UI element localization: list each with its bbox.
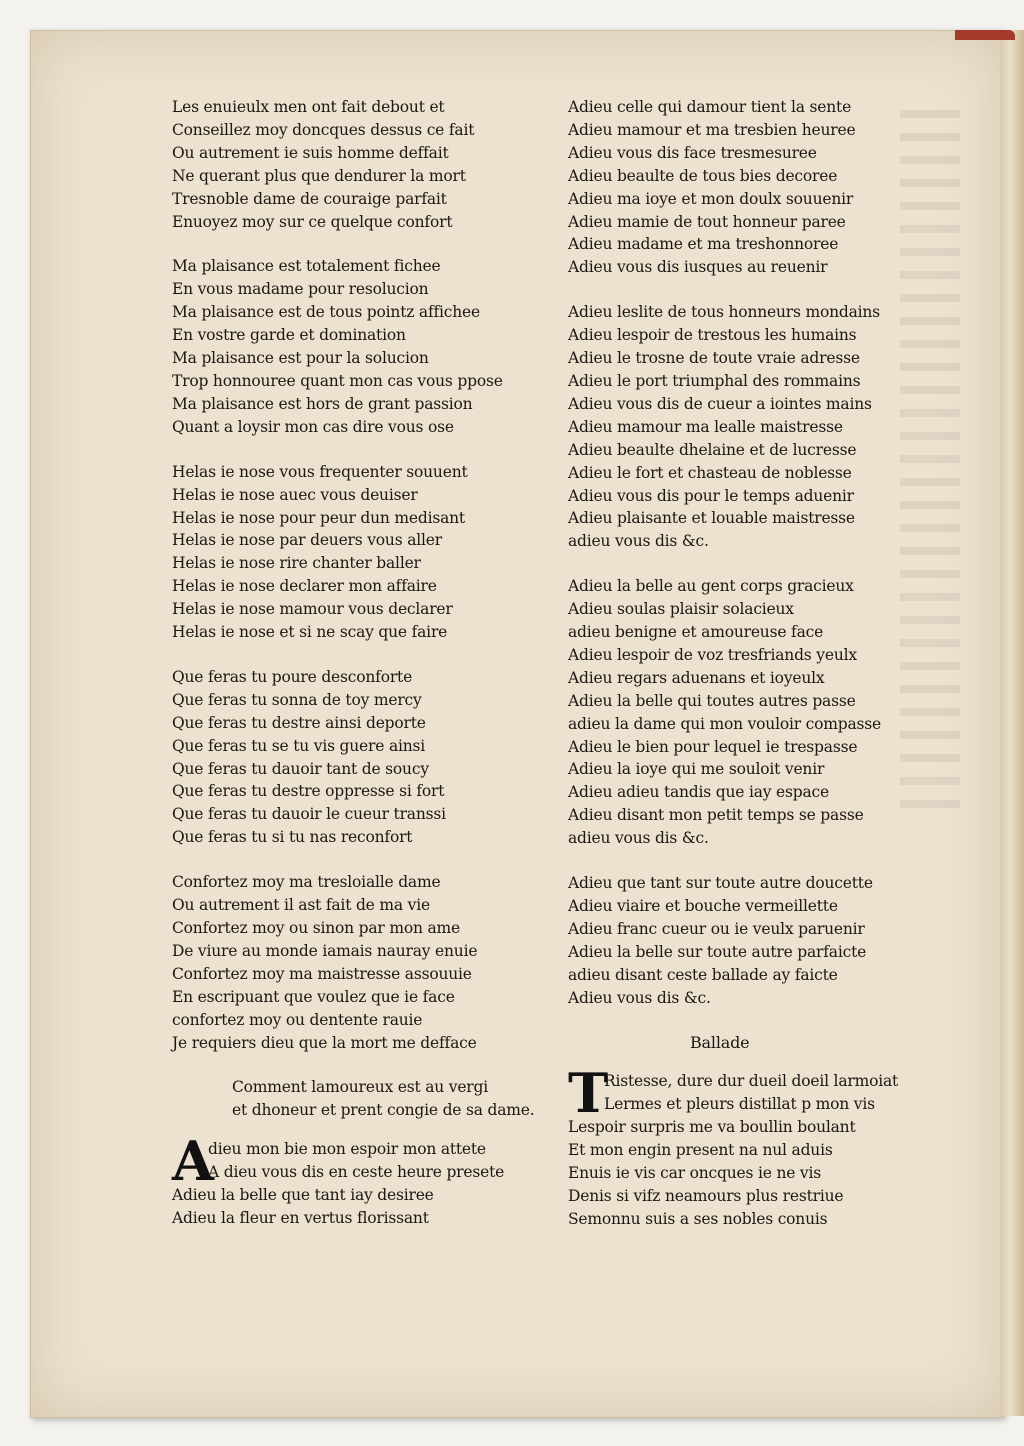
verse-line: Et mon engin present na nul aduis: [568, 1141, 833, 1160]
verse-line: Que feras tu poure desconforte: [172, 667, 413, 686]
verse-line: adieu benigne et amoureuse face: [568, 623, 824, 642]
verse-line: adieu disant ceste ballade ay faicte: [568, 965, 838, 984]
verse-line: Adieu que tant sur toute autre doucette: [568, 874, 873, 893]
verse-line: Helas ie nose vous frequenter souuent: [172, 462, 468, 481]
verse-line: Helas ie nose declarer mon affaire: [172, 577, 437, 596]
verse-line: Adieu franc cueur ou ie veulx paruenir: [568, 919, 865, 938]
verse-line: Je requiers dieu que la mort me defface: [172, 1033, 477, 1052]
verse-line: Lespoir surpris me va boullin boulant: [568, 1118, 856, 1137]
verse-line: De viure au monde iamais nauray enuie: [172, 941, 478, 960]
verse-line: Ma plaisance est hors de grant passion: [172, 394, 473, 413]
verse-line: Adieu vous dis &c.: [568, 988, 711, 1007]
verse-line: adieu vous dis &c.: [568, 532, 709, 551]
verse-line: Adieu vous dis iusques au reuenir: [568, 258, 828, 277]
verse-line: Denis si vifz neamours plus restriue: [568, 1186, 844, 1205]
verse-line: Adieu ma ioye et mon doulx souuenir: [568, 189, 854, 208]
heading-line: et dhoneur et prent congie de sa dame.: [232, 1101, 535, 1120]
stanza: [568, 575, 968, 850]
binding-corner: [955, 30, 1015, 40]
verse-line: Que feras tu destre ainsi deporte: [172, 713, 426, 732]
verse-line: Adieu la fleur en vertus florissant: [172, 1208, 429, 1227]
verse-line: Adieu le port triumphal des rommains: [568, 371, 861, 390]
verse-line: Ne querant plus que dendurer la mort: [172, 166, 466, 185]
verse-line: dieu mon bie mon espoir mon attete: [208, 1140, 486, 1159]
verse-line: Helas ie nose mamour vous declarer: [172, 600, 453, 619]
verse-line: Adieu le trosne de toute vraie adresse: [568, 349, 860, 368]
verse-line: Adieu la ioye qui me souloit venir: [568, 760, 825, 779]
verse-line: Adieu viaire et bouche vermeillette: [568, 897, 838, 915]
verse-line: Adieu la belle sur toute autre parfaicte: [568, 942, 867, 961]
verse-line: Que feras tu se tu vis guere ainsi: [172, 736, 426, 755]
verse-line: En vous madame pour resolucion: [172, 280, 429, 299]
verse-line: Adieu beaulte dhelaine et de lucresse: [568, 440, 857, 459]
verse-line: Que feras tu sonna de toy mercy: [172, 690, 422, 709]
heading-line: Comment lamoureux est au vergi: [232, 1078, 488, 1097]
verse-line: Ou autrement ie suis homme deffait: [172, 143, 449, 162]
verse-line: Adieu disant mon petit temps se passe: [568, 806, 864, 825]
verse-line: Adieu lespoir de voz tresfriands yeulx: [568, 645, 857, 664]
verse-line: Confortez moy ma tresloialle dame: [172, 873, 441, 892]
verse-line: Enuis ie vis car oncques ie ne vis: [568, 1164, 821, 1183]
verse-line: Adieu leslite de tous honneurs mondains: [568, 303, 880, 322]
verse-line: Adieu beaulte de tous bies decoree: [568, 166, 838, 185]
section-heading: [172, 1076, 572, 1122]
verse-line: Trop honnouree quant mon cas vous ppose: [172, 371, 503, 390]
stanza: [568, 301, 968, 553]
verse-line: Que feras tu si tu nas reconfort: [172, 828, 413, 847]
adieu-poem-start: [172, 1129, 572, 1230]
verse-line: Adieu mamour ma lealle maistresse: [568, 417, 843, 436]
verse-line: Ma plaisance est de tous pointz affichee: [172, 303, 481, 322]
verse-line: Confortez moy ma maistresse assouuie: [172, 964, 472, 983]
verse-line: Adieu celle qui damour tient la sente: [568, 98, 852, 116]
verse-line: Que feras tu dauoir le cueur transsi: [172, 805, 446, 824]
verse-line: Adieu vous dis de cueur a iointes mains: [568, 394, 872, 413]
verse-line: Conseillez moy doncques dessus ce fait: [172, 120, 475, 139]
stanza: [172, 96, 572, 233]
verse-line: Les enuieulx men ont fait debout et: [172, 98, 445, 116]
verse-line: Helas ie nose par deuers vous aller: [172, 531, 442, 550]
ballade-poem: [568, 1061, 968, 1230]
verse-line: Quant a loysir mon cas dire vous ose: [172, 417, 454, 436]
stanza: [568, 872, 968, 1009]
verse-line: Adieu regars aduenans et ioyeulx: [568, 668, 825, 687]
stanza: [172, 871, 572, 1054]
verse-line: Adieu mamie de tout honneur paree: [568, 212, 846, 231]
verse-line: A dieu vous dis en ceste heure presete: [208, 1163, 505, 1182]
verse-line: Helas ie nose pour peur dun medisant: [172, 508, 465, 527]
verse-line: adieu la dame qui mon vouloir compasse: [568, 714, 882, 733]
verse-line: confortez moy ou dentente rauie: [172, 1010, 423, 1029]
verse-line: Adieu adieu tandis que iay espace: [568, 783, 830, 802]
stanza: [568, 96, 968, 279]
verse-line: Que feras tu destre oppresse si fort: [172, 782, 445, 801]
verse-line: Adieu le bien pour lequel ie trespasse: [568, 737, 858, 756]
left-text-column: [172, 96, 572, 1230]
ballade-title: Ballade: [690, 1032, 750, 1052]
verse-line: Adieu plaisante et louable maistresse: [568, 509, 855, 528]
verse-line: Adieu lespoir de trestous les humains: [568, 326, 857, 345]
verse-line: Adieu la belle qui toutes autres passe: [568, 691, 856, 710]
verse-line: Que feras tu dauoir tant de soucy: [172, 759, 429, 778]
verse-line: Helas ie nose rire chanter baller: [172, 554, 421, 573]
verse-line: Helas ie nose et si ne scay que faire: [172, 623, 448, 642]
verse-line: Ristesse, dure dur dueil doeil larmoiat: [604, 1072, 899, 1091]
verse-line: Semonnu suis a ses nobles conuis: [568, 1209, 828, 1228]
verse-line: Ou autrement il ast fait de ma vie: [172, 896, 430, 915]
verse-line: Adieu le fort et chasteau de noblesse: [568, 463, 852, 482]
verse-line: Tresnoble dame de couraige parfait: [172, 189, 447, 208]
verse-line: Adieu vous dis pour le temps aduenir: [568, 486, 854, 505]
verse-line: En escripuant que voulez que ie face: [172, 987, 455, 1006]
verse-line: Confortez moy ou sinon par mon ame: [172, 919, 460, 937]
verse-line: Ma plaisance est pour la solucion: [172, 349, 429, 368]
verse-line: Adieu soulas plaisir solacieux: [568, 600, 794, 619]
verse-line: Enuoyez moy sur ce quelque confort: [172, 212, 453, 231]
verse-line: Adieu madame et ma treshonnoree: [568, 235, 839, 254]
page-edge: [1000, 30, 1024, 1416]
right-text-column: [568, 96, 968, 1231]
verse-line: Adieu mamour et ma tresbien heuree: [568, 120, 856, 139]
drop-cap: A: [172, 1129, 214, 1194]
verse-line: adieu vous dis &c.: [568, 829, 709, 848]
drop-cap: T: [568, 1061, 608, 1126]
verse-line: Helas ie nose auec vous deuiser: [172, 485, 418, 504]
stanza: [172, 461, 572, 644]
stanza: [172, 255, 572, 438]
verse-line: En vostre garde et domination: [172, 326, 406, 345]
verse-line: Ma plaisance est totalement fichee: [172, 257, 441, 276]
stanza: [172, 666, 572, 849]
verse-line: Lermes et pleurs distillat p mon vis: [604, 1095, 875, 1114]
verse-line: Adieu la belle au gent corps gracieux: [568, 577, 854, 596]
verse-line: Adieu vous dis face tresmesuree: [568, 143, 817, 162]
verse-line: Adieu la belle que tant iay desiree: [172, 1186, 434, 1205]
